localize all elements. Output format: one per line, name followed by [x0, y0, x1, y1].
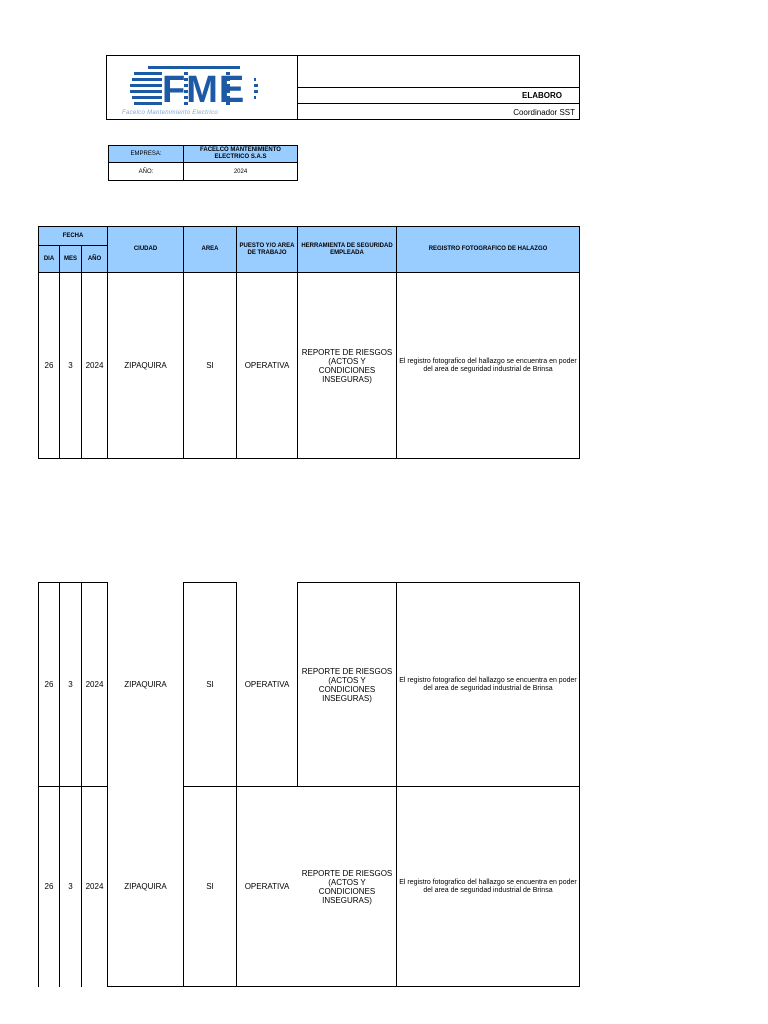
header-anio: AÑO: [82, 246, 107, 272]
cell-mes: 3: [68, 680, 73, 689]
header-mes: MES: [60, 246, 81, 272]
header-line-2: [297, 103, 580, 104]
cell-area: SI: [206, 361, 214, 370]
header-line-1: [297, 87, 580, 88]
cell-area: SI: [206, 882, 214, 891]
cell-ciudad: ZIPAQUIRA: [124, 361, 167, 370]
cell-anio: 2024: [85, 361, 104, 370]
header-ciudad: CIUDAD: [108, 227, 183, 272]
cell-ciudad: ZIPAQUIRA: [124, 882, 167, 891]
cell-dia: 26: [44, 882, 54, 891]
header-registro: REGISTRO FOTOGRAFICO DE HALAZGO: [397, 227, 579, 272]
header-fecha: FECHA: [39, 227, 107, 245]
anio-value: 2024: [233, 168, 248, 175]
header-dia: DIA: [39, 246, 59, 272]
header-puesto: PUESTO Y/O AREA DE TRABAJO: [237, 227, 297, 272]
table-row: [38, 786, 580, 987]
logo-caption: Facelco Mantenimiento Electrico: [122, 110, 219, 116]
table-row: [38, 582, 580, 787]
cell-anio: 2024: [85, 882, 104, 891]
empresa-label: EMPRESA:: [109, 146, 183, 162]
cell-area: SI: [206, 680, 214, 689]
cell-registro: El registro fotografico del hallazgo se encuentra en poder del area de seguridad industrial de Brinsa: [399, 357, 577, 373]
header-herramienta: HERRAMIENTA DE SEGURIDAD EMPLEADA: [298, 227, 396, 272]
cell-ciudad: ZIPAQUIRA: [124, 680, 167, 689]
cell-herramienta: REPORTE DE RIESGOS (ACTOS Y CONDICIONES INSEGURAS): [301, 347, 393, 384]
logo-letters: FME: [162, 69, 246, 111]
cell-puesto: OPERATIVA: [244, 680, 290, 689]
cell-herramienta: REPORTE DE RIESGOS (ACTOS Y CONDICIONES INSEGURAS): [301, 666, 393, 703]
cell-anio: 2024: [85, 680, 104, 689]
table-row: [38, 272, 580, 459]
elaboro-role: Coordinador SST: [513, 108, 575, 117]
header-area: AREA: [184, 227, 236, 272]
cell-registro: El registro fotografico del hallazgo se encuentra en poder del area de seguridad industrial de Brinsa: [399, 676, 577, 692]
cell-herramienta: REPORTE DE RIESGOS (ACTOS Y CONDICIONES INSEGURAS): [301, 868, 393, 905]
cell-dia: 26: [44, 680, 54, 689]
cell-dia: 26: [44, 361, 54, 370]
empresa-value: FACELCO MANTENIMIENTO ELECTRICO S.A.S: [184, 146, 297, 162]
cell-puesto: OPERATIVA: [244, 882, 290, 891]
cell-mes: 3: [68, 882, 73, 891]
cell-mes: 3: [68, 361, 73, 370]
cell-registro: El registro fotografico del hallazgo se encuentra en poder del area de seguridad industrial de Brinsa: [399, 878, 577, 894]
anio-label: AÑO:: [138, 168, 154, 175]
elaboro-label: ELABORO: [522, 91, 562, 100]
cell-puesto: OPERATIVA: [244, 361, 290, 370]
